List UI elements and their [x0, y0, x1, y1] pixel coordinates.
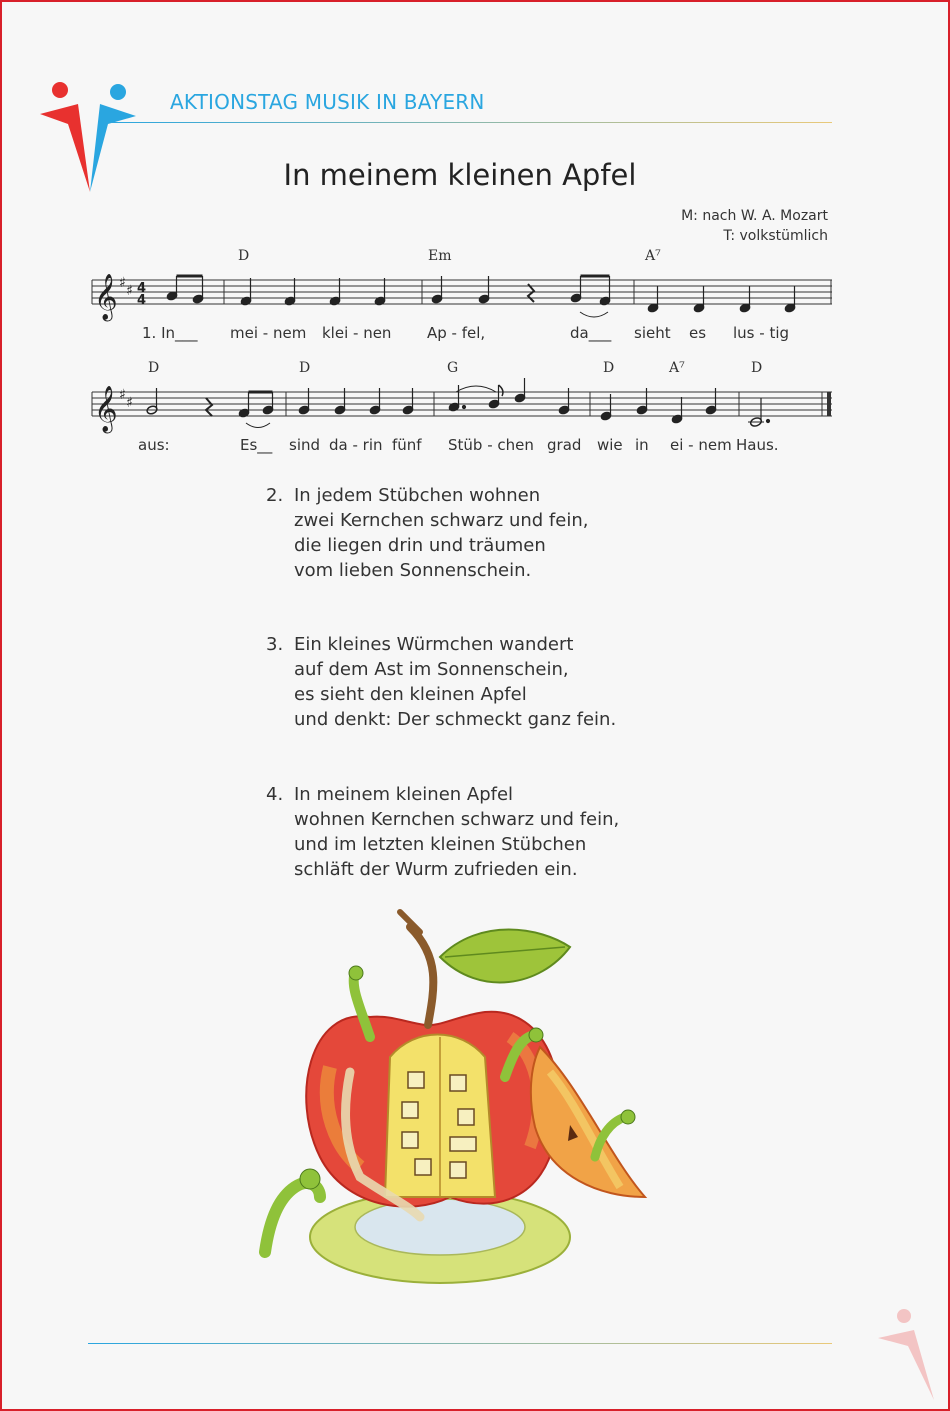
- verse-line: die liegen drin und träumen: [294, 535, 546, 556]
- verse-number: 3.: [266, 634, 284, 655]
- footer-divider: [88, 1343, 832, 1344]
- dot: [766, 419, 769, 422]
- chord-symbol: D: [148, 360, 160, 376]
- verse-line: es sieht den kleinen Apfel: [294, 684, 527, 705]
- chord-symbol: Em: [428, 248, 452, 264]
- quarter-rest-icon: [528, 284, 534, 302]
- verse-line: schläft der Wurm zufrieden ein.: [294, 859, 578, 880]
- key-signature-sharp: ♯: [119, 275, 126, 291]
- header-title: AKTIONSTAG MUSIK IN BAYERN: [170, 90, 485, 114]
- lyric-syllable: ei - nem: [670, 436, 732, 454]
- lyric-syllable: aus:: [138, 436, 170, 454]
- chord-symbol: D: [299, 360, 311, 376]
- lyric-syllable: Stüb - chen: [448, 436, 534, 454]
- faded-logo-icon: [874, 1302, 944, 1402]
- lyric-syllable: Haus.: [736, 436, 779, 454]
- verse-line: und denkt: Der schmeckt ganz fein.: [294, 709, 617, 730]
- chord-symbol: D: [751, 360, 763, 376]
- lyric-syllable: da - rin: [329, 436, 383, 454]
- chord-symbol: D: [603, 360, 615, 376]
- lyric-syllable: sieht: [634, 324, 671, 342]
- staff-1-notes: [166, 276, 796, 317]
- lyric-syllable: fünf: [392, 436, 422, 454]
- song-title: In meinem kleinen Apfel: [283, 158, 637, 192]
- key-signature-sharp: ♯: [126, 283, 133, 299]
- verse-line: Ein kleines Würmchen wandert: [294, 634, 574, 655]
- verse-line: zwei Kernchen schwarz und fein,: [294, 510, 589, 531]
- verse-line: wohnen Kernchen schwarz und fein,: [294, 809, 620, 830]
- verse-2: [266, 483, 588, 583]
- slur: [580, 312, 608, 317]
- time-signature-top: 4: [137, 281, 147, 296]
- lyric-syllable: wie: [597, 436, 623, 454]
- time-signature-bottom: 4: [137, 293, 147, 308]
- credit-text: T: volkstümlich: [723, 228, 828, 244]
- slur: [246, 423, 270, 428]
- verse-line: auf dem Ast im Sonnenschein,: [294, 659, 569, 680]
- lyric-syllable: in: [635, 436, 649, 454]
- verse-line: und im letzten kleinen Stübchen: [294, 834, 587, 855]
- verse-line: vom lieben Sonnenschein.: [294, 560, 532, 581]
- chord-symbol: A⁷: [645, 248, 661, 264]
- apple-house-worms-drawing: [250, 897, 650, 1297]
- lyric-syllable: 1. In___: [142, 324, 198, 342]
- verse-number: 4.: [266, 784, 284, 805]
- verse-line: In jedem Stübchen wohnen: [294, 485, 541, 506]
- music-score: [2, 2, 948, 472]
- lyric-syllable: grad: [547, 436, 582, 454]
- chord-symbol: D: [238, 248, 250, 264]
- key-signature-sharp: ♯: [126, 395, 133, 411]
- lyric-syllable: mei - nem: [230, 324, 307, 342]
- credit-music: M: nach W. A. Mozart: [681, 208, 828, 224]
- slur: [456, 386, 496, 392]
- lyric-syllable: Ap - fel,: [427, 324, 486, 342]
- staff-2: [92, 392, 832, 416]
- verse-4: [266, 782, 619, 882]
- treble-clef-icon: 𝄞: [94, 386, 118, 432]
- key-signature-sharp: ♯: [119, 387, 126, 403]
- quarter-rest-icon: [206, 398, 212, 416]
- lyric-syllable: klei - nen: [322, 324, 392, 342]
- treble-clef-icon: 𝄞: [94, 274, 118, 320]
- dot: [462, 405, 465, 408]
- verse-number: 2.: [266, 485, 284, 506]
- lyric-syllable: Es__: [240, 436, 273, 454]
- chord-symbol: G: [447, 360, 459, 376]
- lyric-syllable: lus - tig: [733, 324, 790, 342]
- lyric-syllable: es: [689, 324, 707, 342]
- verse-3: [266, 632, 616, 732]
- verse-line: In meinem kleinen Apfel: [294, 784, 514, 805]
- lyric-syllable: sind: [289, 436, 321, 454]
- lyric-syllable: da___: [570, 324, 612, 342]
- chord-symbol: A⁷: [669, 360, 685, 376]
- staff-2-notes: [146, 378, 770, 428]
